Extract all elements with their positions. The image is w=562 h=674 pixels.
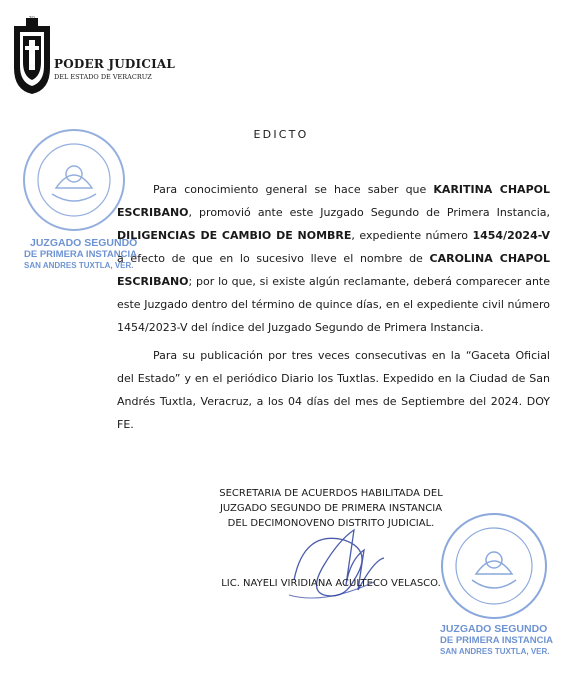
logo-subtitle: DEL ESTADO DE VERACRUZ [54,73,152,81]
stamp-left-line3: SAN ANDRES TUXTLA, VER. [24,261,134,270]
petitioner-name: KARITINA CHAPOL ESCRIBANO [117,183,550,219]
seal-icon [440,512,548,620]
p1-text-5: ; por lo que, si existe algún reclamante, deberá comparecer ante este Juzgado dentro del término de quince días, en el expediente civil número 1454/2023-V del índice del Juzgado Segundo de Primera Instancia. [117,275,550,334]
handwritten-signature-icon [284,510,434,610]
p1-text-2: , promovió ante este Juzgado Segundo de Primera Instancia, [188,206,550,219]
stamp-right-line1: JUZGADO SEGUNDO [440,623,548,635]
court-logo [12,16,176,98]
sig-line-2: JUZGADO SEGUNDO DE PRIMERA INSTANCIA [219,503,443,514]
signer-name: LIC. NAYELI VIRIDIANA ACULTECO VELASCO. [221,578,441,589]
stamp-left-line1: JUZGADO SEGUNDO [30,237,138,249]
case-number: 1454/2024-V [472,229,550,242]
stamp-right-line3: SAN ANDRES TUXTLA, VER. [440,647,550,656]
stamp-left-line2: DE PRIMERA INSTANCIA [24,249,137,260]
p1-text-3: , expediente número [351,229,473,242]
proceeding-type: DILIGENCIAS DE CAMBIO DE NOMBRE [117,229,352,242]
new-name: CAROLINA CHAPOL ESCRIBANO [117,252,550,288]
sig-line-1: SECRETARIA DE ACUERDOS HABILITADA DEL [219,488,443,499]
document-title: EDICTO [253,128,309,141]
p1-text-1: Para conocimiento general se hace saber que [153,183,434,196]
sig-line-3: DEL DECIMONOVENO DISTRITO JUDICIAL. [227,518,435,529]
p1-text-4: a efecto de que en lo sucesivo lleve el nombre de [117,252,430,265]
logo-title: PODER JUDICIAL [54,57,176,71]
logo-small-text: TSJ [29,16,36,21]
seal-stamp-left [22,128,126,232]
court-emblem-icon [12,16,52,96]
seal-stamp-right [440,512,548,620]
body-paragraph-1 [117,178,550,339]
stamp-right-line2: DE PRIMERA INSTANCIA [440,635,553,646]
seal-icon [22,128,126,232]
stamp-right-text [440,624,553,657]
body-paragraph-2: Para su publicación por tres veces consecutivas en la “Gaceta Oficial del Estado” y en el periódico Diario los Tuxtlas. Expedido en la Ciudad de San Andrés Tuxtla, Veracruz, a los 04 días del mes de Septiembre del 2024. DOY FE. [117,349,550,431]
